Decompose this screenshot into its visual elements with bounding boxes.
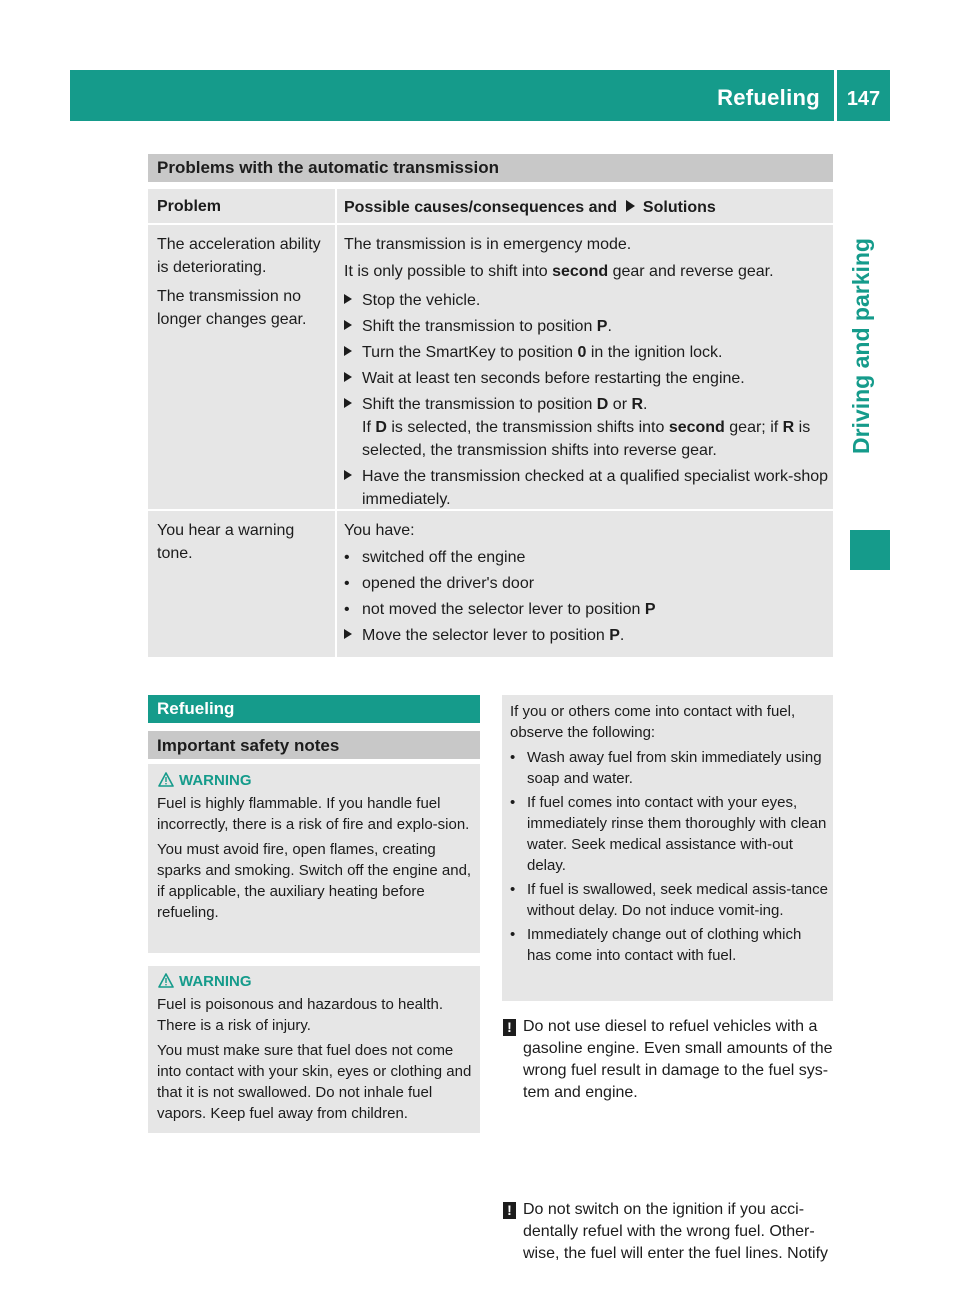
bullet-icon: • <box>510 926 516 943</box>
problem-text: The transmission no longer changes gear. <box>157 288 307 328</box>
exclamation-icon: ! <box>503 1202 516 1219</box>
subsection-heading: Important safety notes <box>157 736 340 755</box>
chapter-tab-label: Driving and parking <box>848 238 874 454</box>
solution-step: Turn the SmartKey to position 0 in the ignition lock. <box>344 341 828 364</box>
warning-box <box>148 764 480 953</box>
table-header-solutions <box>337 189 833 223</box>
bullet-icon: • <box>510 749 516 766</box>
bullet-icon: • <box>344 601 350 618</box>
first-aid-box <box>502 695 833 1001</box>
warning-box <box>148 966 480 1133</box>
solution-step: Have the transmission checked at a qualified specialist work-shop immediately. <box>344 465 828 511</box>
cause-text: You have: <box>344 522 415 539</box>
warning-text: Fuel is poisonous and hazardous to health. There is a risk of injury. <box>157 996 444 1034</box>
step-arrow-icon <box>344 294 352 304</box>
bullet-icon: • <box>510 881 516 898</box>
section-heading: Refueling <box>157 699 235 718</box>
table-row-1-solutions <box>337 225 833 509</box>
step-arrow-icon <box>344 470 352 480</box>
damage-note: ! Do not switch on the ignition if you acci-dentally refuel with the wrong fuel. Other-wise, the fuel will enter the fuel lines. Notify <box>503 1199 835 1265</box>
solution-step: Move the selector lever to position P. <box>344 624 828 647</box>
table-row-2-solutions <box>337 511 833 657</box>
chapter-tab-marker <box>850 530 890 570</box>
table-header-problem <box>148 189 335 223</box>
solution-step: Stop the vehicle. <box>344 289 828 312</box>
step-arrow-icon <box>344 320 352 330</box>
cause-bullet: • not moved the selector lever to position P <box>344 598 828 621</box>
table-row-1-problem <box>148 225 335 509</box>
solution-arrow-icon <box>626 200 635 212</box>
cause-bullet: • opened the driver's door <box>344 572 828 595</box>
first-aid-bullet: • If fuel comes into contact with your eyes, immediately rinse them thoroughly with clean water. Seek medical assistance with-out delay. <box>510 794 827 874</box>
cause-text: The transmission is in emergency mode. <box>344 236 632 253</box>
first-aid-bullet: • Wash away fuel from skin immediately using soap and water. <box>510 749 822 787</box>
first-aid-bullet: • If fuel is swallowed, seek medical assis-tance without delay. Do not induce vomit-ing. <box>510 881 828 919</box>
warning-text: You must avoid fire, open flames, creating sparks and smoking. Switch off the engine and, if applicable, the auxiliary heating before refueling. <box>157 841 472 921</box>
section-heading-bar <box>148 695 480 723</box>
page-number: 147 <box>846 88 881 110</box>
solution-step: Shift the transmission to position D or R. If D is selected, the transmission shifts into second gear; if R is selected, the transmission shifts into reverse gear. <box>344 393 828 462</box>
page-title: Refueling <box>717 85 820 110</box>
first-aid-bullet: • Immediately change out of clothing which has come into contact with fuel. <box>510 926 802 964</box>
warning-label: WARNING <box>179 772 252 789</box>
bullet-icon: • <box>344 549 350 566</box>
subsection-heading-bar <box>148 731 480 759</box>
step-arrow-icon <box>344 629 352 639</box>
cause-bullet: • switched off the engine <box>344 546 828 569</box>
solution-step: Shift the transmission to position P. <box>344 315 828 338</box>
bullet-icon: • <box>344 575 350 592</box>
first-aid-intro: If you or others come into contact with fuel, observe the following: <box>510 703 796 741</box>
table-title-bar <box>148 154 833 182</box>
bullet-icon: • <box>510 794 516 811</box>
cause-text: It is only possible to shift into second gear and reverse gear. <box>344 263 774 280</box>
exclamation-icon: ! <box>503 1019 516 1036</box>
table-row-2-problem <box>148 511 335 657</box>
problem-text: The acceleration ability is deteriorating. <box>157 236 321 276</box>
warning-label: WARNING <box>179 973 252 990</box>
step-arrow-icon <box>344 398 352 408</box>
damage-note: ! Do not use diesel to refuel vehicles with a gasoline engine. Even small amounts of the wrong fuel result in damage to the fuel sys-tem and engine. <box>503 1016 835 1104</box>
column-header-problem: Problem <box>157 198 222 215</box>
step-arrow-icon <box>344 346 352 356</box>
problem-text: You hear a warning tone. <box>157 522 295 562</box>
table-title: Problems with the automatic transmission <box>157 158 499 177</box>
solution-step: Wait at least ten seconds before restarting the engine. <box>344 367 828 390</box>
warning-text: Fuel is highly flammable. If you handle fuel incorrectly, there is a risk of fire and explo-sion. <box>157 795 470 833</box>
step-arrow-icon <box>344 372 352 382</box>
warning-text: You must make sure that fuel does not come into contact with your skin, eyes or clothing and that it is not swallowed. Do not inhale fuel vapors. Keep fuel away from children. <box>157 1042 472 1122</box>
column-header-solutions: Possible causes/consequences and Solutions <box>344 199 716 216</box>
